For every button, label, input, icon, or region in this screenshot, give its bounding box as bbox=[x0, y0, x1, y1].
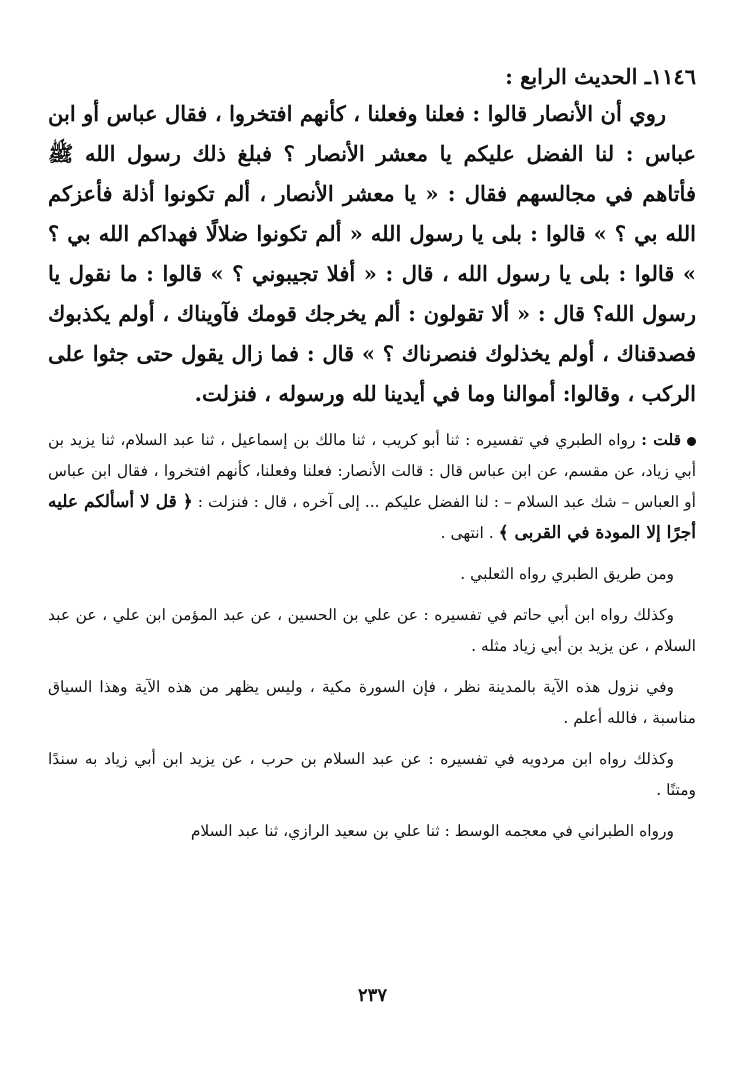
quran-verse: ﴿ قل لا أسألكم عليه أجرًا إلا المودة في القربى ﴾ bbox=[48, 492, 696, 543]
hadith-heading: ١١٤٦ـ الحديث الرابع : bbox=[505, 64, 696, 89]
page-body bbox=[48, 62, 696, 857]
commentary-section bbox=[48, 424, 696, 847]
hadith-text: روي أن الأنصار قالوا : فعلنا وفعلنا ، كأنهم افتخروا ، فقال عباس أو ابن عباس : لنا الفضل عليكم يا معشر الأنصار ؟ فبلغ ذلك رسول الله ﷺ فأتاهم في مجالسهم فقال : « يا معشر الأنصار ، ألم تكونوا أذلة فأعزكم الله بي ؟ » قالوا : بلى يا رسول الله « ألم تكونوا ضلالًا فهداكم الله بي ؟ » قالوا : بلى يا رسول الله ، قال : « أفلا تجيبوني ؟ » قالوا : ما نقول يا رسول الله؟ قال : « ألا تقولون : ألم يخرجك قومك فآويناك ، أولم يكذبوك فصدقناك ، أولم يخذلوك فنصرناك ؟ » قال : فما زال يقول حتى جثوا على الركب ، وقالوا: أموالنا وما في أيدينا لله ورسوله ، فنزلت. bbox=[48, 101, 696, 406]
qultu-label: قلت : bbox=[641, 430, 681, 449]
bullet-icon bbox=[687, 437, 696, 446]
commentary-paragraph-6: ورواه الطبراني في معجمه الوسط : ثنا علي بن سعيد الرازي، ثنا عبد السلام bbox=[190, 822, 674, 840]
intaha-text: . انتهى . bbox=[440, 524, 494, 542]
commentary-paragraph-4: وفي نزول هذه الآية بالمدينة نظر ، فإن السورة مكية ، وليس يظهر من هذه الآية وهذا السياق مناسبة ، فالله أعلم . bbox=[48, 678, 696, 727]
commentary-paragraph-1 bbox=[48, 424, 696, 549]
commentary-paragraph-2: ومن طريق الطبري رواه الثعلبي . bbox=[460, 565, 674, 583]
commentary-paragraph-5: وكذلك رواه ابن مردويه في تفسيره : عن عبد السلام بن حرب ، عن يزيد ابن أبي زياد به سندًا ومتنًا . bbox=[48, 750, 696, 799]
page-number: ٢٣٧ bbox=[357, 985, 387, 1006]
commentary-paragraph-3: وكذلك رواه ابن أبي حاتم في تفسيره : عن علي بن الحسين ، عن عبد المؤمن ابن علي ، عن عبد السلام ، عن يزيد بن أبي زياد مثله . bbox=[48, 606, 696, 655]
tabari-citation: رواه الطبري في تفسيره : ثنا أبو كريب ، ثنا مالك بن إسماعيل ، ثنا عبد السلام، ثنا يزيد بن أبي زياد، عن مقسم، عن ابن عباس قال : قالت الأنصار: فعلنا وفعلنا، كأنهم افتخروا ، فقال ابن عباس أو العباس – شك عبد السلام – : لنا الفضل عليكم ... إلى آخره ، قال : فنزلت : bbox=[48, 431, 696, 511]
